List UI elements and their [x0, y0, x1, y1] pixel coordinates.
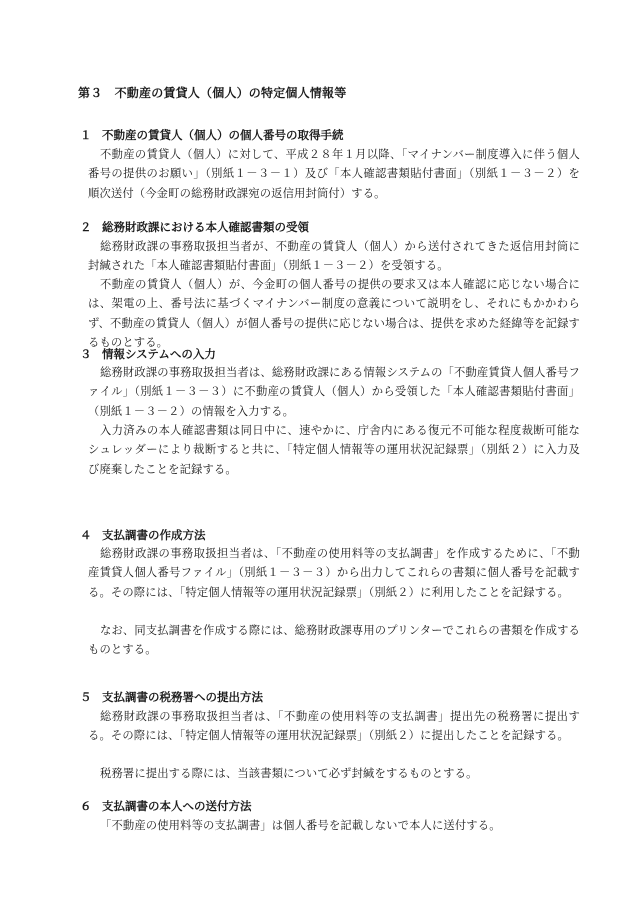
section-heading-1 [80, 127, 344, 143]
document-title: 第３ 不動産の賃貸人（個人）の特定個人情報等 [78, 86, 347, 100]
section-number: １ [80, 128, 92, 142]
section-heading-text: 不動産の賃貸人（個人）の個人番号の取得手続 [102, 128, 344, 142]
section-heading-text: 支払調書の本人への送付方法 [102, 799, 252, 813]
section-heading-text: 支払調書の税務署への提出方法 [102, 690, 263, 704]
section-4-paragraph-2: なお、同支払調書を作成する際には、総務財政課専用のプリンターでこれらの書類を作成するものとする。 [88, 624, 580, 657]
section-heading-text: 総務財政課における本人確認書類の受領 [102, 220, 309, 234]
section-3-paragraph-1: 総務財政課の事務取扱担当者は、総務財政課にある情報システムの「不動産賃貸人個人番号ファイル」（別紙１－３－３）に不動産の賃貸人（個人）から受領した「本人確認書類貼付書面」（別紙１－３－２）の情報を入力する。 [88, 366, 580, 418]
section-number: ２ [80, 220, 92, 234]
section-5-paragraph-1: 総務財政課の事務取扱担当者は、「不動産の使用料等の支払調書」提出先の税務署に提出する。その際には、「特定個人情報等の運用状況記録票」（別紙２）に提出したことを記録する。 [88, 710, 580, 743]
section-number: ３ [80, 347, 92, 361]
section-number: ６ [80, 799, 92, 813]
section-heading-2 [80, 219, 309, 235]
section-heading-4 [80, 527, 206, 543]
section-4-paragraph-1: 総務財政課の事務取扱担当者は、「不動産の使用料等の支払調書」を作成するために、「不動産賃貸人個人番号ファイル」（別紙１－３－３）から出力してこれらの書類に個人番号を記載する。その際には、「特定個人情報等の運用状況記録票」（別紙２）に利用したことを記録する。 [88, 547, 580, 599]
section-heading-text: 情報システムへの入力 [102, 347, 216, 361]
section-heading-6 [80, 798, 252, 814]
section-heading-5 [80, 689, 263, 705]
section-3-paragraph-2: 入力済みの本人確認書類は同日中に、速やかに、庁舎内にある復元不可能な程度裁断可能なシュレッダーにより裁断すると共に、「特定個人情報等の運用状況記録票」（別紙２）に入力及び廃棄したことを記録する。 [88, 424, 580, 476]
section-1-paragraph-1: 不動産の賃貸人（個人）に対して、平成２８年１月以降、「マイナンバー制度導入に伴う個人番号の提供のお願い」（別紙１－３－１）及び「本人確認書類貼付書面」（別紙１－３－２）を順次送付（今金町の総務財政課宛の返信用封筒付）する。 [88, 148, 580, 200]
section-heading-text: 支払調書の作成方法 [102, 528, 206, 542]
section-number: ５ [80, 690, 92, 704]
section-6-paragraph-1: 「不動産の使用料等の支払調書」は個人番号を記載しないで本人に送付する。 [100, 819, 501, 832]
section-heading-3 [80, 346, 216, 362]
section-number: ４ [80, 528, 92, 542]
section-2-paragraph-2: 不動産の賃貸人（個人）が、今金町の個人番号の提供の要求又は本人確認に応じない場合には、架電の上、番号法に基づくマイナンバー制度の意義について説明をし、それにもかかわらず、不動産の賃貸人（個人）が個人番号の提供に応じない場合は、提供を求めた経緯等を記録するものとする。 [88, 278, 580, 349]
section-5-paragraph-2: 税務署に提出する際には、当該書類について必ず封緘をするものとする。 [100, 767, 478, 780]
section-2-paragraph-1: 総務財政課の事務取扱担当者が、不動産の賃貸人（個人）から送付されてきた返信用封筒に封緘された「本人確認書類貼付書面」（別紙１－３－２）を受領する。 [88, 240, 580, 273]
